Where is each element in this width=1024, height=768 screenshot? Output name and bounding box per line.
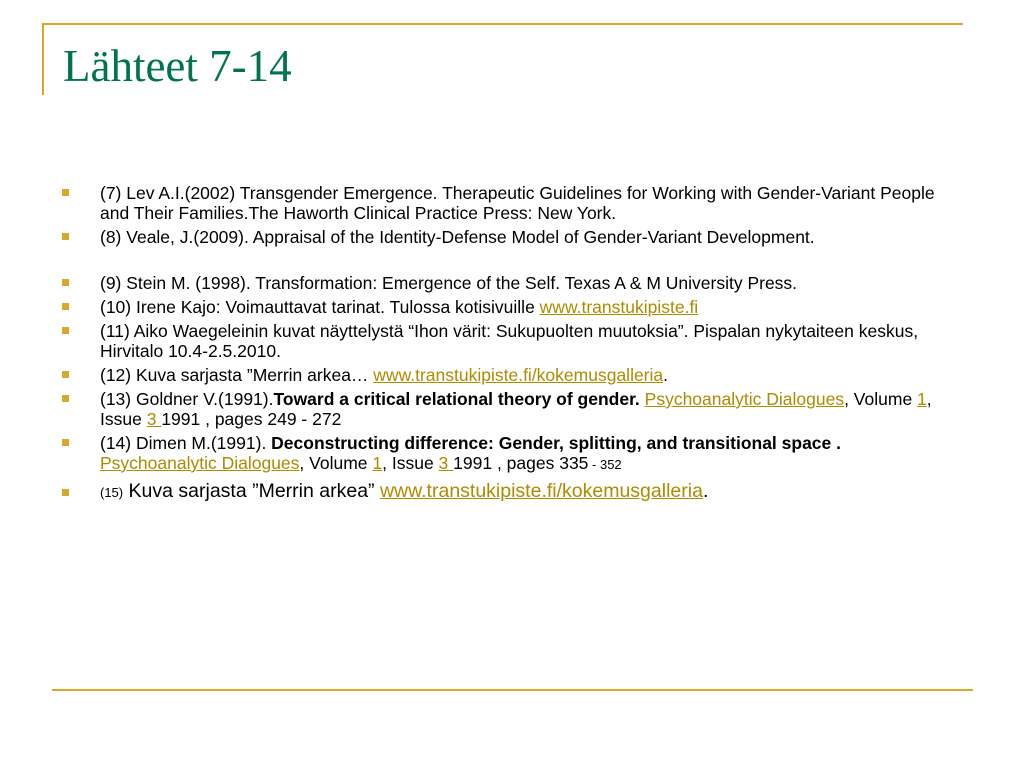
transtukipiste-link[interactable]: www.transtukipiste.fi (539, 297, 699, 317)
reference-text: (9) Stein M. (1998). Transformation: Emergence of the Self. Texas A & M University Press. (100, 273, 798, 293)
reference-item-7 (62, 183, 942, 223)
article-title: Deconstructing difference: Gender, splitting, and transitional space . (271, 433, 841, 453)
volume-link[interactable]: 1 (372, 453, 383, 473)
reference-item-8 (62, 227, 942, 247)
reference-text: (7) Lev A.I.(2002) Transgender Emergence. Therapeutic Guidelines for Working with Gender-Variant People and Their Families.The Haworth Clinical Practice Press: New York. (100, 183, 935, 223)
slide-title: Lähteet 7-14 (63, 41, 292, 91)
reference-list (62, 183, 942, 509)
reference-end: . (663, 365, 669, 385)
square-bullet-icon (62, 439, 69, 446)
reference-text: (8) Veale, J.(2009). Appraisal of the Identity-Defense Model of Gender-Variant Development. (100, 227, 815, 247)
pages-text: 1991 , pages 335 (453, 453, 589, 473)
square-bullet-icon (62, 489, 69, 496)
journal-link[interactable]: Psychoanalytic Dialogues (100, 453, 300, 473)
kokemusgalleria-link[interactable]: www.transtukipiste.fi/kokemusgalleria (379, 480, 703, 502)
issue-link[interactable]: 3 (146, 409, 162, 429)
reference-item-13 (62, 389, 942, 429)
reference-item-12 (62, 365, 942, 385)
reference-item-15 (62, 479, 942, 505)
reference-item-9 (62, 273, 942, 293)
reference-text: (11) Aiko Waegeleinin kuvat näyttelystä “Ihon värit: Sukupuolten muutoksia”. Pispalan nykytaiteen keskus, Hirvitalo 10.4-2.5.2010. (100, 321, 919, 361)
reference-text: (12) Kuva sarjasta ”Merrin arkea… (100, 365, 374, 385)
reference-prefix: (14) Dimen M.(1991). (100, 433, 272, 453)
pages-text: 1991 , pages 249 - 272 (161, 409, 342, 429)
reference-item-10 (62, 297, 942, 317)
square-bullet-icon (62, 189, 69, 196)
journal-link[interactable]: Psychoanalytic Dialogues (644, 389, 845, 409)
frame-bottom-rule (52, 689, 973, 691)
reference-prefix: (13) Goldner V.(1991). (100, 389, 274, 409)
issue-label: , Issue (382, 453, 439, 473)
issue-link[interactable]: 3 (438, 453, 454, 473)
reference-end: . (702, 480, 709, 502)
issue-label: , Issue (100, 389, 932, 429)
square-bullet-icon (62, 371, 69, 378)
reference-text: Kuva sarjasta ”Merrin arkea” (123, 480, 380, 502)
kokemusgalleria-link[interactable]: www.transtukipiste.fi/kokemusgalleria (373, 365, 664, 385)
square-bullet-icon (62, 395, 69, 402)
volume-label: , Volume (844, 389, 918, 409)
square-bullet-icon (62, 303, 69, 310)
reference-text: (10) Irene Kajo: Voimauttavat tarinat. Tulossa kotisivuille (100, 297, 540, 317)
pages-end-text: - 352 (588, 457, 622, 472)
volume-link[interactable]: 1 (917, 389, 927, 409)
frame-left-rule (42, 23, 44, 95)
square-bullet-icon (62, 327, 69, 334)
article-title: Toward a critical relational theory of gender. (273, 389, 640, 409)
reference-prefix: (15) (100, 485, 124, 500)
square-bullet-icon (62, 233, 69, 240)
reference-item-11 (62, 321, 942, 361)
volume-label: , Volume (299, 453, 373, 473)
frame-top-rule (42, 23, 963, 25)
reference-item-14 (62, 433, 942, 475)
square-bullet-icon (62, 279, 69, 286)
